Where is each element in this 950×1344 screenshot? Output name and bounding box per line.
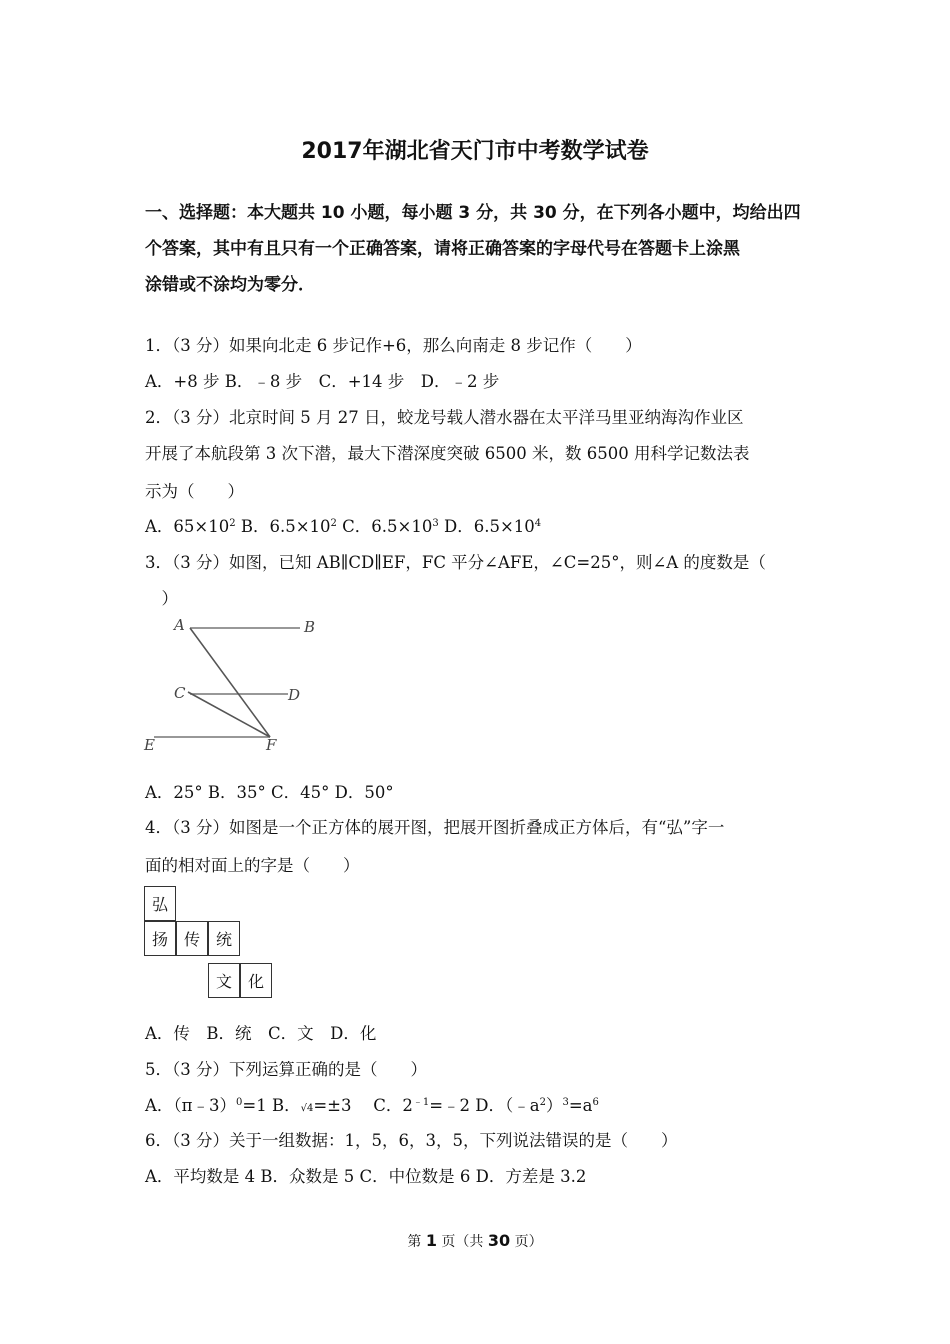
net-cell-5: 文 (208, 963, 240, 998)
q6-options: A．平均数是 4 B．众数是 5 C．中位数是 6 D．方差是 3.2 (145, 1167, 587, 1186)
q5-exp-a: 0 (236, 1097, 243, 1108)
cube-net-figure (144, 886, 276, 1001)
q3-stem-2: ） (145, 589, 178, 608)
q2-stem-3: 示为（ ） (145, 482, 244, 501)
q5-option-c2: =﹣2 D．（﹣a (429, 1096, 540, 1115)
q4-options: A．传 B．统 C．文 D．化 (145, 1024, 377, 1043)
q4-stem-2: 面的相对面上的字是（ ） (145, 856, 360, 875)
q5-sqrt: √4 (300, 1103, 314, 1114)
footer-suffix: 页） (510, 1234, 543, 1250)
page-title: 2017年湖北省天门市中考数学试卷 (301, 139, 649, 164)
q5-exp-d1: 2 (539, 1097, 546, 1108)
q5-option-b2: =±3 C．2 (313, 1096, 413, 1115)
q2-stem-2: 开展了本航段第 3 次下潜，最大下潜深度突破 6500 米，数 6500 用科学记数法表 (145, 444, 750, 463)
q3-stem-1: 3．（3 分）如图，已知 AB∥CD∥EF，FC 平分∠AFE，∠C=25°，则∠A 的度数是（ (145, 553, 766, 572)
q2-options (145, 513, 541, 537)
net-cell-3: 传 (176, 921, 208, 956)
net-cell-4: 统 (208, 921, 240, 956)
line-cf (188, 692, 270, 737)
q2-exp-a: 2 (229, 518, 236, 529)
q1-stem: 1．（3 分）如果向北走 6 步记作+6，那么向南走 8 步记作（ ） (145, 336, 642, 355)
q2-option-c: C．6.5×10 (336, 517, 433, 536)
q5-option-d2: ） (545, 1096, 563, 1115)
q2-option-b: B．6.5×10 (235, 517, 331, 536)
net-cell-6: 化 (240, 963, 272, 998)
footer-total-pages: 30 (487, 1231, 511, 1250)
label-c: C (174, 684, 186, 702)
label-f: F (266, 736, 277, 754)
q2-option-a: A．65×10 (145, 517, 230, 536)
label-b: B (304, 618, 316, 636)
q2-option-d: D．6.5×10 (438, 517, 535, 536)
q1-options: A．+8 步 B．﹣8 步 C．+14 步 D．﹣2 步 (145, 372, 500, 391)
q5-option-a: A．（π﹣3） (145, 1096, 237, 1115)
q5-exp-c: ﹣1 (412, 1097, 430, 1108)
label-d: D (288, 686, 301, 704)
q5-option-a2: =1 B． (242, 1096, 301, 1115)
parallel-lines-figure (140, 612, 330, 757)
net-cell-1: 弘 (144, 886, 176, 921)
section-line-2: 个答案，其中有且只有一个正确答案，请将正确答案的字母代号在答题卡上涂黑 (145, 239, 740, 259)
q5-stem: 5．（3 分）下列运算正确的是（ ） (145, 1060, 427, 1079)
footer-middle: 页（共 (436, 1234, 488, 1250)
net-cell-2: 扬 (144, 921, 176, 956)
q3-options: A．25° B．35° C．45° D．50° (145, 783, 394, 802)
q5-exp-d2: 3 (562, 1097, 569, 1108)
section-line-1: 一、选择题：本大题共 10 小题，每小题 3 分，共 30 分，在下列各小题中，均给出四 (145, 203, 801, 223)
q2-stem-1: 2．（3 分）北京时间 5 月 27 日，蛟龙号载人潜水器在太平洋马里亚纳海沟作业区 (145, 408, 744, 427)
section-instructions (145, 195, 815, 303)
label-e: E (144, 736, 155, 754)
q5-exp-d3: 6 (592, 1097, 599, 1108)
footer-page-number: 1 (425, 1231, 437, 1250)
section-line-3: 涂错或不涂均为零分． (145, 275, 315, 295)
footer-prefix: 第 (407, 1234, 426, 1250)
line-af (190, 628, 270, 737)
q4-stem-1: 4．（3 分）如图是一个正方体的展开图，把展开图折叠成正方体后，有“弘”字一 (145, 818, 725, 837)
label-a: A (174, 616, 185, 634)
q5-option-d3: =a (568, 1096, 593, 1115)
q6-stem: 6．（3 分）关于一组数据：1，5，6，3，5，下列说法错误的是（ ） (145, 1131, 678, 1150)
q5-options (145, 1092, 599, 1116)
q2-exp-c: 3 (432, 518, 439, 529)
page-footer (0, 1231, 950, 1251)
q2-exp-d: 4 (534, 518, 542, 529)
q2-exp-b: 2 (330, 518, 337, 529)
